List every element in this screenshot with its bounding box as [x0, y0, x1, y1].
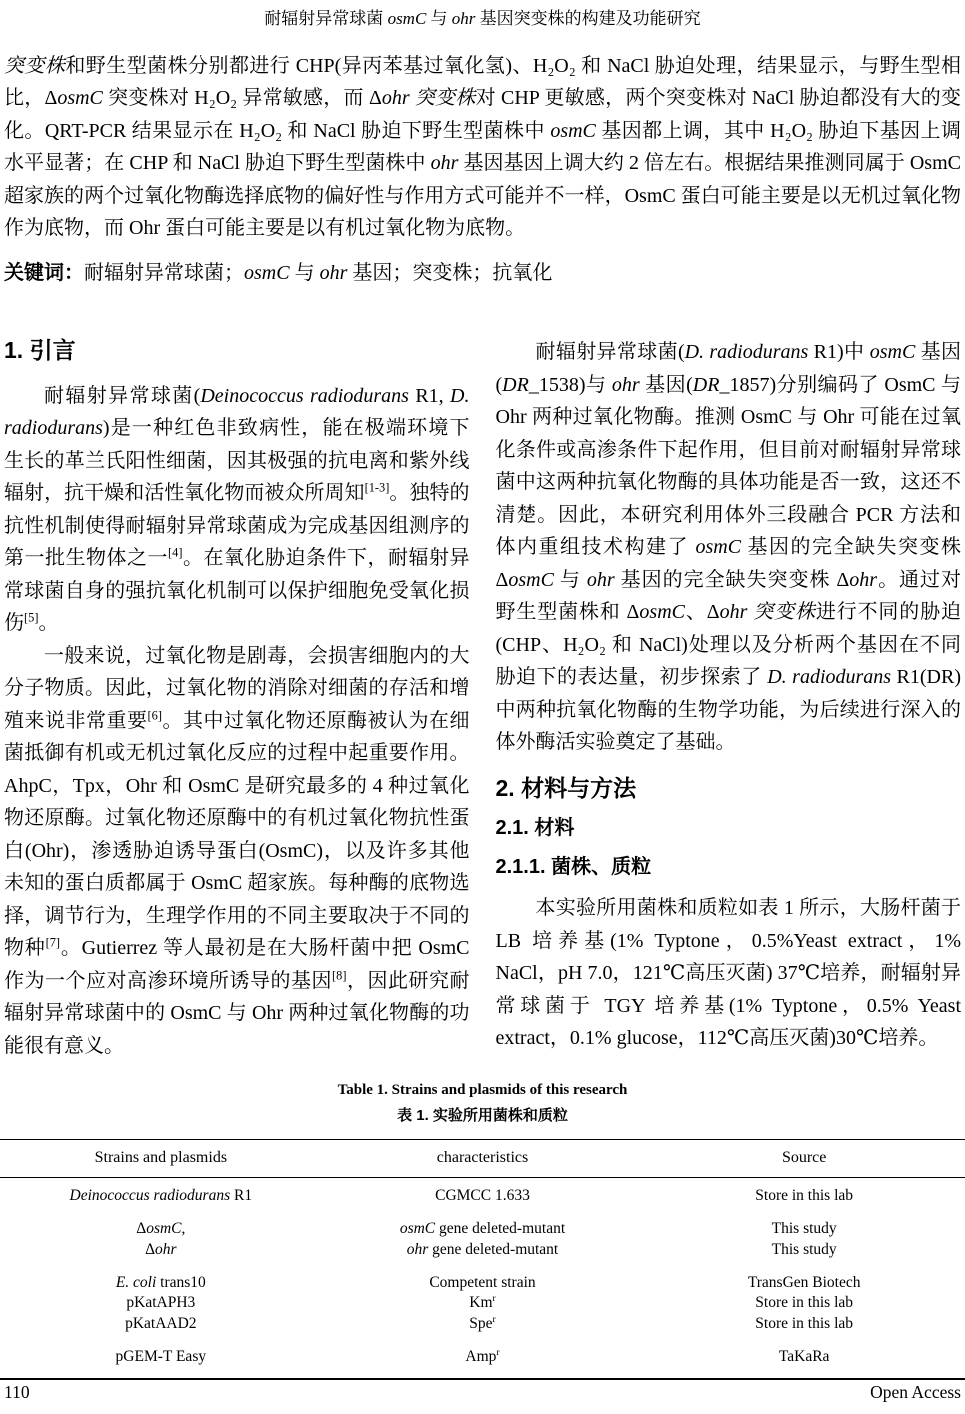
keywords-label: 关键词： [4, 262, 84, 284]
cell-source: Store in this lab [755, 1187, 854, 1204]
page-number: 110 [4, 1382, 30, 1402]
keywords-text: 耐辐射异常球菌；osmC 与 ohr 基因；突变株；抗氧化 [84, 262, 553, 284]
cell-characteristics: ohr gene deleted-mutant [406, 1240, 559, 1258]
abstract-text: 突变株和野生型菌株分别都进行 CHP(异丙苯基过氧化氢)、H₂O₂ 和 NaCl 胁迫处理，结果显示，与野生型相比，ΔosmC 突变株对 H₂O₂ 异常敏感，而 Δohr 突变株对 CHP 更敏感，两个突变株对 NaCl 胁迫都没有大的变化。QRT-PCR 结果显示在 H₂O₂ 和 NaCl 胁迫下野生型菌株中 osmC 基因都上调，其中 H₂O₂ 胁迫下基因上调水平显著；在 CHP 和 NaCl 胁迫下野生型菌株中 ohr 基因基因上调大约 2 倍左右。根据结果推测同属于 OsmC 超家族的两个过氧化物酶选择底物的偏好性与作用方式可能并不一样，OsmC 蛋白可能主要是以无机过氧化物作为底物，而 Ohr 蛋白可能主要是以有机过氧化物为底物。 [4, 55, 961, 240]
section-1-heading: 1. 引言 [4, 337, 76, 363]
strains-plasmids-table [0, 1139, 965, 1380]
cell-characteristics: CGMCC 1.633 [435, 1187, 530, 1204]
cell-strain: Deinococcus radiodurans R1 [69, 1187, 253, 1204]
table-header-row [0, 1140, 965, 1178]
table-1-section [0, 1078, 965, 1380]
cell-source: Store in this lab [755, 1294, 854, 1311]
cell-characteristics: Competent strain [429, 1273, 536, 1291]
cell-source: Store in this lab [755, 1314, 854, 1332]
cell-strain: ΔosmC, [136, 1220, 186, 1237]
table-row [0, 1206, 965, 1239]
cell-strain: E. coli trans10 [115, 1273, 206, 1291]
table-row [0, 1334, 965, 1380]
cell-characteristics: osmC gene deleted-mutant [399, 1220, 566, 1237]
running-head [0, 6, 965, 32]
cell-characteristics: Km$^r$ [469, 1292, 496, 1311]
cell-source: This study [771, 1240, 837, 1258]
table-row [0, 1313, 965, 1334]
cell-strain: pKatAAD2 [125, 1314, 197, 1332]
cell-strain: pKatAPH3 [126, 1294, 196, 1311]
table-row [0, 1293, 965, 1314]
column-header-source: Source [643, 1140, 965, 1178]
section-2-1-heading: 2.1. 材料 [495, 817, 575, 840]
cell-characteristics: Amp$^r$ [465, 1346, 500, 1365]
intro-paragraph-2: 一般来说，过氧化物是剧毒，会损害细胞内的大分子物质。因此，过氧化物的消除对细菌的存活和增殖来说非常重要[6]。其中过氧化物还原酶被认为在细菌抵御有机或无机过氧化反应的过程中起重要作用。AhpC，Tpx，Ohr 和 OsmC 是研究最多的 4 种过氧化物还原酶。过氧化物还原酶中的有机过氧化物抗性蛋白(Ohr)，渗透胁迫诱导蛋白(OsmC)，以及许多其他未知的蛋白质都属于 OsmC 超家族。每种酶的底物选择，调节行为，生理学作用的不同主要取决于不同的物种[7]。Gutierrez 等人最初是在大肠杆菌中把 OsmC 作为一个应对高渗环境所诱导的基因[8]，因此研究耐辐射异常球菌中的 OsmC 与 Ohr 两种过氧化物酶的功能很有意义。 [4, 644, 470, 1057]
cell-strain: pGEM-T Easy [115, 1347, 207, 1365]
page-footer [4, 1382, 961, 1403]
open-access-label: Open Access [870, 1382, 961, 1402]
cell-source: TransGen Biotech [747, 1273, 861, 1291]
section-2-1-1-heading: 2.1.1. 菌株、质粒 [495, 856, 652, 879]
table-1-title-zh: 表 1. 实验所用菌株和质粒 [397, 1107, 568, 1124]
left-column [4, 336, 470, 1062]
table-row [0, 1239, 965, 1260]
strains-paragraph: 本实验所用菌株和质粒如表 1 所示，大肠杆菌于 LB 培养基(1% Typtone，0.5%Yeast extract，1% NaCl，pH 7.0，121℃高压灭菌) 37℃培养，耐辐射异常球菌于 TGY 培养基(1% Typtone，0.5% Yeast extract，0.1% glucose，112℃高压灭菌)30℃培养。 [495, 897, 961, 1050]
cell-characteristics: Spe$^r$ [469, 1313, 496, 1332]
right-column [496, 336, 962, 1062]
cell-source: This study [771, 1220, 837, 1237]
two-column-body [4, 336, 961, 1062]
table-row [0, 1260, 965, 1293]
table-1-title-en: Table 1. Strains and plasmids of this research [337, 1082, 628, 1098]
section-2-heading: 2. 材料与方法 [495, 774, 637, 801]
intro-paragraph-1: 耐辐射异常球菌(Deinococcus radiodurans R1, D. radiodurans)是一种红色非致病性，能在极端环境下生长的革兰氏阳性细菌，因其极强的抗电离和紫外线辐射，抗干燥和活性氧化物而被众所周知[1-3]。独特的抗性机制使得耐辐射异常球菌成为完成基因组测序的第一批生物体之一[4]。在氧化胁迫条件下，耐辐射异常球菌自身的强抗氧化机制可以保护细胞免受氧化损伤[5]。 [4, 384, 470, 635]
cell-source: TaKaRa [778, 1347, 830, 1365]
keywords-line [4, 258, 961, 288]
table-row [0, 1178, 965, 1207]
column-header-strains: Strains and plasmids [0, 1140, 322, 1178]
abstract-section [4, 50, 961, 244]
running-head-title: 耐辐射异常球菌 osmC 与 ohr 基因突变株的构建及功能研究 [264, 9, 701, 28]
cell-strain: Δohr [145, 1240, 177, 1258]
column-header-characteristics: characteristics [322, 1140, 644, 1178]
overview-paragraph: 耐辐射异常球菌(D. radiodurans R1)中 osmC 基因(DR_1538)与 ohr 基因(DR_1857)分别编码了 OsmC 与 Ohr 两种过氧化物酶。推测 OsmC 与 Ohr 可能在过氧化条件或高渗条件下起作用，但目前对耐辐射异常球菌中这两种抗氧化物酶的具体功能是否一致，这还不清楚。因此，本研究利用体外三段融合 PCR 方法和体内重组技术构建了 osmC 基因的完全缺失突变株 ΔosmC 与 ohr 基因的完全缺失突变株 Δohr。通过对野生型菌株和 ΔosmC、Δohr 突变株进行不同的胁迫(CHP、H₂O₂ 和 NaCl)处理以及分析两个基因在不同胁迫下的表达量，初步探索了 D. radiodurans R1(DR)中两种抗氧化物酶的生物学功能，为后续进行深入的体外酶活实验奠定了基础。 [495, 341, 961, 753]
